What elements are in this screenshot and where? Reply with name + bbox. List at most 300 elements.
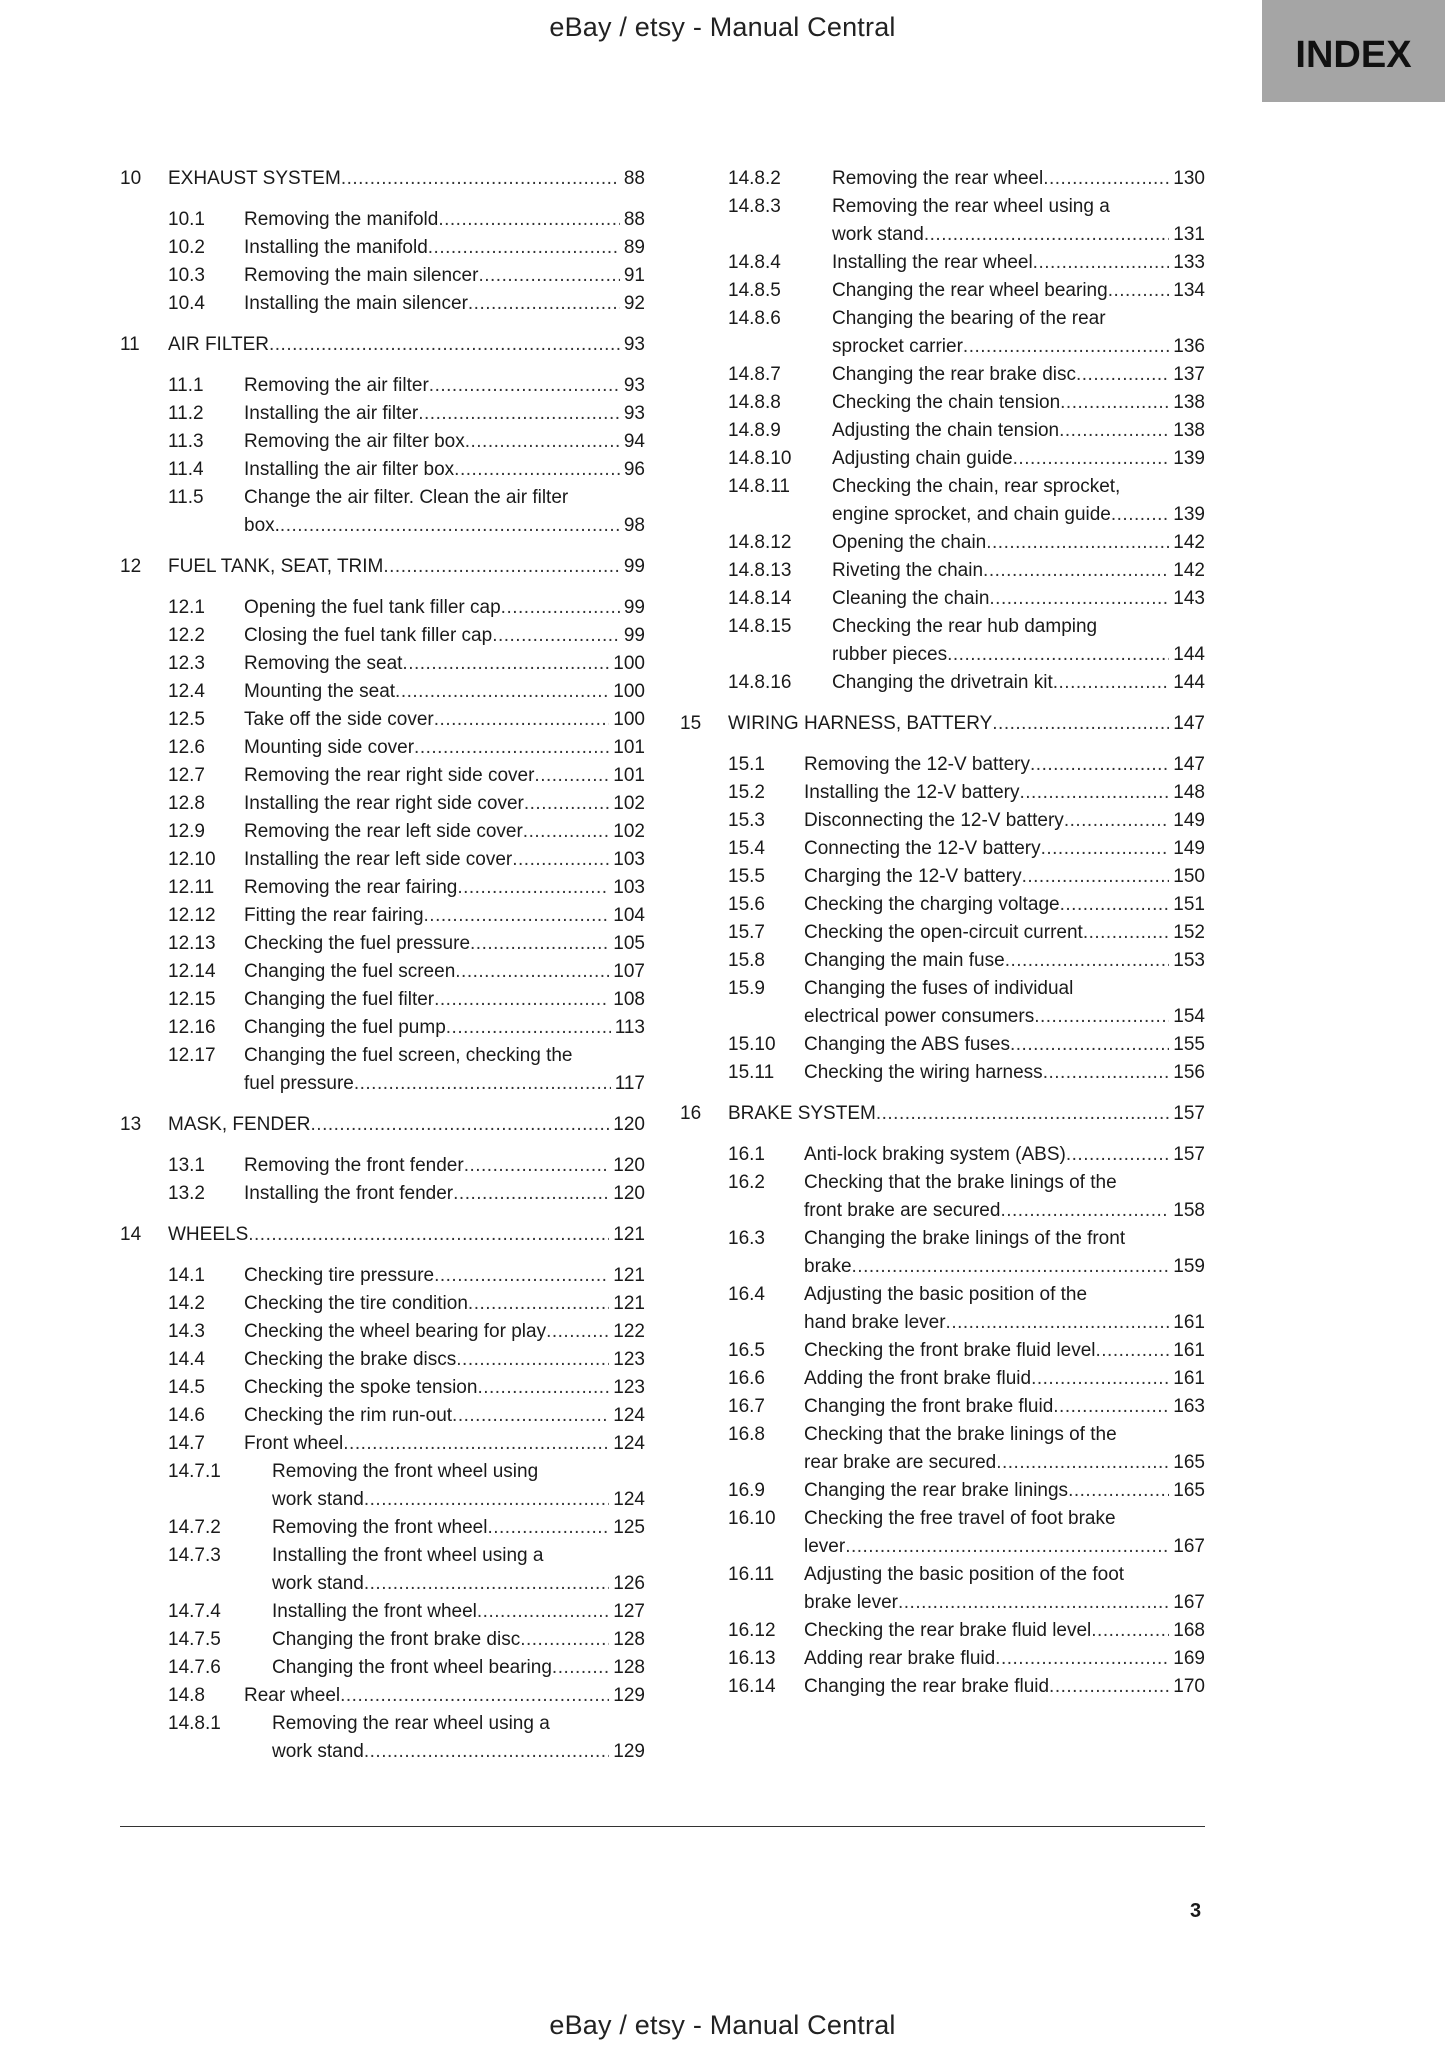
section-title bbox=[244, 902, 645, 930]
dot-leader bbox=[1033, 249, 1170, 277]
dot-leader bbox=[1010, 1031, 1169, 1059]
toc-entry bbox=[680, 1169, 1205, 1225]
section-title-text: Front wheel bbox=[244, 1433, 344, 1454]
toc-entry bbox=[680, 585, 1205, 613]
section-title-text: sprocket carrier bbox=[832, 336, 963, 357]
section-title-line: Adjusting the basic position of the foot bbox=[804, 1564, 1125, 1585]
dot-leader bbox=[1022, 863, 1170, 891]
chapter-heading bbox=[120, 331, 645, 359]
toc-entry bbox=[120, 874, 645, 902]
section-number: 14.8.15 bbox=[728, 616, 792, 637]
dot-leader bbox=[311, 1111, 610, 1139]
section-number: 12.17 bbox=[168, 1045, 216, 1066]
section-title-text: brake lever bbox=[804, 1592, 898, 1613]
page-ref: 157 bbox=[1173, 1103, 1205, 1124]
section-title-text: Opening the fuel tank filler cap bbox=[244, 597, 501, 618]
section-number: 14.1 bbox=[168, 1265, 205, 1286]
section-title-text: rubber pieces bbox=[832, 644, 948, 665]
page-ref: 93 bbox=[623, 403, 645, 424]
section-title bbox=[244, 1682, 645, 1710]
dot-leader bbox=[845, 1533, 1169, 1561]
section-number: 13.2 bbox=[168, 1183, 205, 1204]
toc-entry bbox=[680, 1477, 1205, 1505]
section-title-text: Installing the air filter box bbox=[244, 459, 455, 480]
section-body bbox=[244, 1430, 645, 1458]
dot-leader bbox=[1076, 361, 1169, 389]
dot-leader bbox=[364, 1570, 609, 1598]
dot-leader bbox=[534, 762, 609, 790]
section-number: 13.1 bbox=[168, 1155, 205, 1176]
section-number: 12.16 bbox=[168, 1017, 216, 1038]
dot-leader bbox=[456, 1346, 609, 1374]
section-body bbox=[804, 1561, 1205, 1617]
page-ref: 150 bbox=[1173, 866, 1205, 887]
section-number: 14.8.14 bbox=[728, 588, 792, 609]
toc-entry bbox=[120, 1180, 645, 1208]
section-title-text: brake bbox=[804, 1256, 852, 1277]
section-title bbox=[244, 1180, 645, 1208]
section-title-text: Changing the rear brake linings bbox=[804, 1480, 1069, 1501]
page-ref: 153 bbox=[1173, 950, 1205, 971]
section-body bbox=[244, 734, 645, 762]
section-body bbox=[272, 1458, 645, 1514]
section-number: 12.9 bbox=[168, 821, 205, 842]
page-ref: 161 bbox=[1173, 1340, 1205, 1361]
section-number: 12.14 bbox=[168, 961, 216, 982]
page-ref: 139 bbox=[1173, 448, 1205, 469]
page-ref: 101 bbox=[613, 765, 645, 786]
toc-entry bbox=[680, 165, 1205, 193]
chapter-heading bbox=[120, 165, 645, 193]
section-title bbox=[244, 762, 645, 790]
toc-entry bbox=[120, 762, 645, 790]
section-title bbox=[244, 874, 645, 902]
section-title-text: work stand bbox=[832, 224, 924, 245]
chapter-title-text: EXHAUST SYSTEM bbox=[168, 168, 341, 189]
toc-entry bbox=[680, 529, 1205, 557]
section-title bbox=[832, 221, 1205, 249]
section-body bbox=[244, 594, 645, 622]
section-body bbox=[244, 456, 645, 484]
page-ref: 105 bbox=[613, 933, 645, 954]
section-body bbox=[804, 975, 1205, 1031]
page-ref: 156 bbox=[1173, 1062, 1205, 1083]
section-number: 14.8.2 bbox=[728, 168, 781, 189]
section-body bbox=[832, 585, 1205, 613]
section-title-text: Checking the wheel bearing for play bbox=[244, 1321, 547, 1342]
toc-entry bbox=[680, 779, 1205, 807]
section-title-text: Closing the fuel tank filler cap bbox=[244, 625, 493, 646]
section-list bbox=[120, 206, 645, 318]
page-ref: 167 bbox=[1173, 1592, 1205, 1613]
section-title-line: Checking the chain, rear sprocket, bbox=[832, 476, 1121, 497]
section-title-text: Installing the 12-V battery bbox=[804, 782, 1020, 803]
section-title bbox=[804, 1617, 1205, 1645]
toc-entry bbox=[120, 484, 645, 540]
section-number: 12.12 bbox=[168, 905, 216, 926]
chapter-title-text: AIR FILTER bbox=[168, 334, 269, 355]
toc-entry bbox=[120, 650, 645, 678]
page-ref: 158 bbox=[1173, 1200, 1205, 1221]
section-body bbox=[244, 428, 645, 456]
section-body bbox=[244, 678, 645, 706]
section-title-text: box. bbox=[244, 515, 280, 536]
dot-leader bbox=[446, 1014, 611, 1042]
toc-entry bbox=[120, 1514, 645, 1542]
dot-leader bbox=[434, 706, 610, 734]
page-ref: 121 bbox=[613, 1224, 645, 1245]
section-list bbox=[120, 372, 645, 540]
section-title-text: Removing the 12-V battery bbox=[804, 754, 1031, 775]
section-number: 14.8.16 bbox=[728, 672, 792, 693]
page-ref: 169 bbox=[1173, 1648, 1205, 1669]
dot-leader bbox=[468, 290, 620, 318]
section-number: 15.4 bbox=[728, 838, 765, 859]
dot-leader bbox=[1083, 919, 1169, 947]
dot-leader bbox=[512, 846, 609, 874]
page-ref: 120 bbox=[613, 1183, 645, 1204]
section-title bbox=[804, 835, 1205, 863]
page-ref: 157 bbox=[1173, 1144, 1205, 1165]
section-title bbox=[272, 1626, 645, 1654]
dot-leader bbox=[492, 622, 620, 650]
dot-leader bbox=[428, 234, 620, 262]
section-body bbox=[832, 445, 1205, 473]
dot-leader bbox=[996, 1449, 1169, 1477]
toc-entry bbox=[120, 790, 645, 818]
section-title-text: Removing the front wheel bbox=[272, 1517, 488, 1538]
dot-leader bbox=[1043, 1059, 1170, 1087]
dot-leader bbox=[1096, 1337, 1170, 1365]
section-body bbox=[804, 863, 1205, 891]
section-title-text: Installing the rear right side cover bbox=[244, 793, 524, 814]
section-title bbox=[804, 1003, 1205, 1031]
page-ref: 120 bbox=[613, 1114, 645, 1135]
section-title-text: Installing the rear left side cover bbox=[244, 849, 513, 870]
section-title-text: Opening the chain bbox=[832, 532, 987, 553]
section-body bbox=[244, 790, 645, 818]
section-title bbox=[804, 863, 1205, 891]
page-ref: 139 bbox=[1173, 504, 1205, 525]
section-title bbox=[832, 389, 1205, 417]
toc-entry bbox=[120, 372, 645, 400]
section-title-text: Installing the manifold bbox=[244, 237, 428, 258]
dot-leader bbox=[986, 529, 1169, 557]
page-ref: 126 bbox=[613, 1573, 645, 1594]
section-body bbox=[832, 557, 1205, 585]
chapter-number: 14 bbox=[120, 1224, 142, 1245]
section-title bbox=[832, 641, 1205, 669]
section-number: 16.4 bbox=[728, 1284, 765, 1305]
section-number: 14.7.3 bbox=[168, 1545, 221, 1566]
section-title-line: Adjusting the basic position of the bbox=[804, 1284, 1088, 1305]
section-title bbox=[832, 249, 1205, 277]
section-body bbox=[804, 1645, 1205, 1673]
section-title bbox=[832, 165, 1205, 193]
section-title-text: Mounting the seat bbox=[244, 681, 396, 702]
page-ref: 124 bbox=[613, 1489, 645, 1510]
section-number: 15.1 bbox=[728, 754, 765, 775]
toc-entry bbox=[120, 1318, 645, 1346]
section-title-text: Connecting the 12-V battery bbox=[804, 838, 1041, 859]
section-title bbox=[832, 277, 1205, 305]
page-ref: 128 bbox=[613, 1629, 645, 1650]
dot-leader bbox=[1005, 947, 1170, 975]
section-title-text: Changing the rear brake fluid bbox=[804, 1676, 1050, 1697]
section-title-text: Anti-lock braking system (ABS) bbox=[804, 1144, 1066, 1165]
dot-leader bbox=[989, 585, 1169, 613]
dot-leader bbox=[1111, 501, 1169, 529]
section-number: 16.7 bbox=[728, 1396, 765, 1417]
section-title-line: Changing the bearing of the rear bbox=[832, 308, 1106, 329]
page-ref: 134 bbox=[1173, 280, 1205, 301]
page-number: 3 bbox=[1190, 1900, 1202, 1922]
section-title-text: Changing the ABS fuses bbox=[804, 1034, 1010, 1055]
section-title bbox=[244, 986, 645, 1014]
page-ref: 93 bbox=[623, 334, 645, 355]
page-ref: 143 bbox=[1173, 588, 1205, 609]
page-ref: 154 bbox=[1173, 1006, 1205, 1027]
dot-leader bbox=[354, 1070, 611, 1098]
page-ref: 161 bbox=[1173, 1312, 1205, 1333]
section-number: 10.3 bbox=[168, 265, 205, 286]
section-title-text: engine sprocket, and chain guide bbox=[832, 504, 1111, 525]
section-body bbox=[244, 1042, 645, 1098]
section-body bbox=[244, 1318, 645, 1346]
section-body bbox=[832, 417, 1205, 445]
toc-entry bbox=[680, 1421, 1205, 1477]
section-title bbox=[804, 1673, 1205, 1701]
section-title bbox=[832, 501, 1205, 529]
dot-leader bbox=[269, 331, 620, 359]
section-title-line: Checking that the brake linings of the bbox=[804, 1172, 1117, 1193]
section-number: 16.11 bbox=[728, 1564, 775, 1585]
dot-leader bbox=[546, 1318, 609, 1346]
section-number: 14.8.8 bbox=[728, 392, 781, 413]
section-body bbox=[832, 529, 1205, 557]
section-title-line: Changing the fuel screen, checking the bbox=[244, 1045, 573, 1066]
section-number: 10.2 bbox=[168, 237, 205, 258]
dot-leader bbox=[434, 1262, 609, 1290]
toc-entry bbox=[120, 1430, 645, 1458]
page-ref: 168 bbox=[1173, 1620, 1205, 1641]
toc-entry bbox=[680, 1059, 1205, 1087]
toc-entry bbox=[120, 678, 645, 706]
toc-entry bbox=[680, 277, 1205, 305]
page-ref: 163 bbox=[1173, 1396, 1205, 1417]
section-title-text: Changing the rear wheel bearing bbox=[832, 280, 1108, 301]
section-body bbox=[272, 1514, 645, 1542]
section-title bbox=[804, 1253, 1205, 1281]
dot-leader bbox=[364, 1738, 609, 1766]
chapter-title-text: WIRING HARNESS, BATTERY bbox=[728, 713, 993, 734]
section-title bbox=[832, 669, 1205, 697]
toc-entry bbox=[680, 669, 1205, 697]
section-number: 16.12 bbox=[728, 1620, 776, 1641]
toc-entry bbox=[120, 1290, 645, 1318]
dot-leader bbox=[364, 1486, 609, 1514]
section-title-text: hand brake lever bbox=[804, 1312, 946, 1333]
toc-entry bbox=[120, 1014, 645, 1042]
toc-entry bbox=[120, 958, 645, 986]
page-ref: 149 bbox=[1173, 838, 1205, 859]
section-title bbox=[244, 1402, 645, 1430]
page-ref: 161 bbox=[1173, 1368, 1205, 1389]
section-title-line: Checking the free travel of foot brake bbox=[804, 1508, 1116, 1529]
section-title bbox=[244, 1290, 645, 1318]
chapter-title bbox=[168, 331, 645, 359]
section-body bbox=[804, 835, 1205, 863]
toc-entry bbox=[680, 1365, 1205, 1393]
index-tab: INDEX bbox=[1262, 0, 1445, 102]
section-title bbox=[804, 1337, 1205, 1365]
section-body bbox=[832, 473, 1205, 529]
section-title-text: lever bbox=[804, 1536, 846, 1557]
section-body bbox=[804, 751, 1205, 779]
section-number: 14.4 bbox=[168, 1349, 205, 1370]
section-title-text: work stand bbox=[272, 1741, 364, 1762]
section-title bbox=[804, 1031, 1205, 1059]
section-title-text: Checking the rear brake fluid level bbox=[804, 1620, 1092, 1641]
section-body bbox=[832, 669, 1205, 697]
section-body bbox=[804, 1225, 1205, 1281]
toc-entry bbox=[680, 417, 1205, 445]
section-body bbox=[832, 389, 1205, 417]
section-body bbox=[804, 1477, 1205, 1505]
dot-leader bbox=[1034, 1003, 1169, 1031]
section-body bbox=[244, 1346, 645, 1374]
section-body bbox=[272, 1710, 645, 1766]
toc-entry bbox=[680, 1617, 1205, 1645]
section-title bbox=[272, 1514, 645, 1542]
section-title bbox=[244, 1318, 645, 1346]
section-title bbox=[244, 930, 645, 958]
page-ref: 107 bbox=[613, 961, 645, 982]
section-title-text: Cleaning the chain bbox=[832, 588, 990, 609]
section-body bbox=[804, 891, 1205, 919]
page-ref: 93 bbox=[623, 375, 645, 396]
page-ref: 100 bbox=[613, 709, 645, 730]
section-body bbox=[804, 1421, 1205, 1477]
dot-leader bbox=[947, 641, 1169, 669]
section-title bbox=[832, 585, 1205, 613]
section-number: 14.8.3 bbox=[728, 196, 781, 217]
section-title bbox=[832, 333, 1205, 361]
page-ref: 125 bbox=[613, 1517, 645, 1538]
section-body bbox=[244, 206, 645, 234]
dot-leader bbox=[523, 818, 610, 846]
chapter-title bbox=[728, 710, 1205, 738]
dot-leader bbox=[924, 221, 1169, 249]
section-number: 14.7.2 bbox=[168, 1517, 221, 1538]
section-title-text: Adding rear brake fluid bbox=[804, 1648, 996, 1669]
section-title-text: Checking the rim run-out bbox=[244, 1405, 453, 1426]
section-title-text: Installing the front fender bbox=[244, 1183, 454, 1204]
section-body bbox=[272, 1626, 645, 1654]
section-body bbox=[244, 622, 645, 650]
section-title-text: Installing the main silencer bbox=[244, 293, 468, 314]
toc-entry bbox=[120, 818, 645, 846]
chapter-title bbox=[168, 1111, 645, 1139]
toc-entry bbox=[680, 751, 1205, 779]
chapter-heading bbox=[120, 1111, 645, 1139]
section-title bbox=[804, 807, 1205, 835]
toc-entry bbox=[120, 262, 645, 290]
page-ref: 148 bbox=[1173, 782, 1205, 803]
dot-leader bbox=[455, 958, 609, 986]
section-title bbox=[244, 372, 645, 400]
section-title-text: electrical power consumers bbox=[804, 1006, 1035, 1027]
section-title bbox=[244, 818, 645, 846]
page-ref: 102 bbox=[613, 793, 645, 814]
section-number: 15.10 bbox=[728, 1034, 776, 1055]
section-number: 14.8.4 bbox=[728, 252, 781, 273]
toc-entry bbox=[120, 1542, 645, 1598]
section-body bbox=[244, 1290, 645, 1318]
section-title-text: Checking the charging voltage bbox=[804, 894, 1060, 915]
dot-leader bbox=[457, 874, 609, 902]
section-title-text: Removing the rear left side cover bbox=[244, 821, 523, 842]
dot-leader bbox=[452, 1402, 609, 1430]
dot-leader bbox=[434, 986, 609, 1014]
section-body bbox=[244, 484, 645, 540]
section-title bbox=[832, 445, 1205, 473]
toc-entry bbox=[680, 361, 1205, 389]
dot-leader bbox=[1043, 165, 1169, 193]
section-title-line: Removing the front wheel using bbox=[272, 1461, 539, 1482]
dot-leader bbox=[992, 710, 1169, 738]
section-title bbox=[804, 919, 1205, 947]
section-title-line: Installing the front wheel using a bbox=[272, 1545, 544, 1566]
section-title bbox=[244, 594, 645, 622]
section-title-text: Mounting side cover bbox=[244, 737, 415, 758]
section-body bbox=[244, 290, 645, 318]
section-title-text: Removing the seat bbox=[244, 653, 403, 674]
section-number: 14.8.12 bbox=[728, 532, 792, 553]
chapter-number: 15 bbox=[680, 713, 702, 734]
section-title bbox=[244, 1346, 645, 1374]
section-title-text: Removing the air filter box bbox=[244, 431, 465, 452]
section-body bbox=[804, 1059, 1205, 1087]
toc-entry bbox=[120, 1458, 645, 1514]
section-body bbox=[244, 706, 645, 734]
header-watermark: eBay / etsy - Manual Central bbox=[549, 12, 896, 42]
section-title-text: Rear wheel bbox=[244, 1685, 341, 1706]
section-list bbox=[120, 1262, 645, 1766]
page-ref: 104 bbox=[613, 905, 645, 926]
page-ref: 98 bbox=[623, 515, 645, 536]
toc-entry bbox=[680, 473, 1205, 529]
toc-right-column bbox=[680, 165, 1205, 1714]
section-body bbox=[244, 650, 645, 678]
page-ref: 99 bbox=[623, 597, 645, 618]
section-title bbox=[244, 790, 645, 818]
section-title-text: Disconnecting the 12-V battery bbox=[804, 810, 1064, 831]
section-body bbox=[832, 613, 1205, 669]
page-ref: 103 bbox=[613, 877, 645, 898]
section-title-line: Checking that the brake linings of the bbox=[804, 1424, 1117, 1445]
section-list bbox=[680, 165, 1205, 697]
chapter-heading bbox=[120, 553, 645, 581]
page-ref: 102 bbox=[613, 821, 645, 842]
section-body bbox=[244, 1014, 645, 1042]
page-ref: 142 bbox=[1173, 532, 1205, 553]
section-number: 12.2 bbox=[168, 625, 205, 646]
section-number: 11.5 bbox=[168, 487, 204, 508]
toc-entry bbox=[680, 891, 1205, 919]
page-ref: 130 bbox=[1173, 168, 1205, 189]
dot-leader bbox=[963, 333, 1169, 361]
